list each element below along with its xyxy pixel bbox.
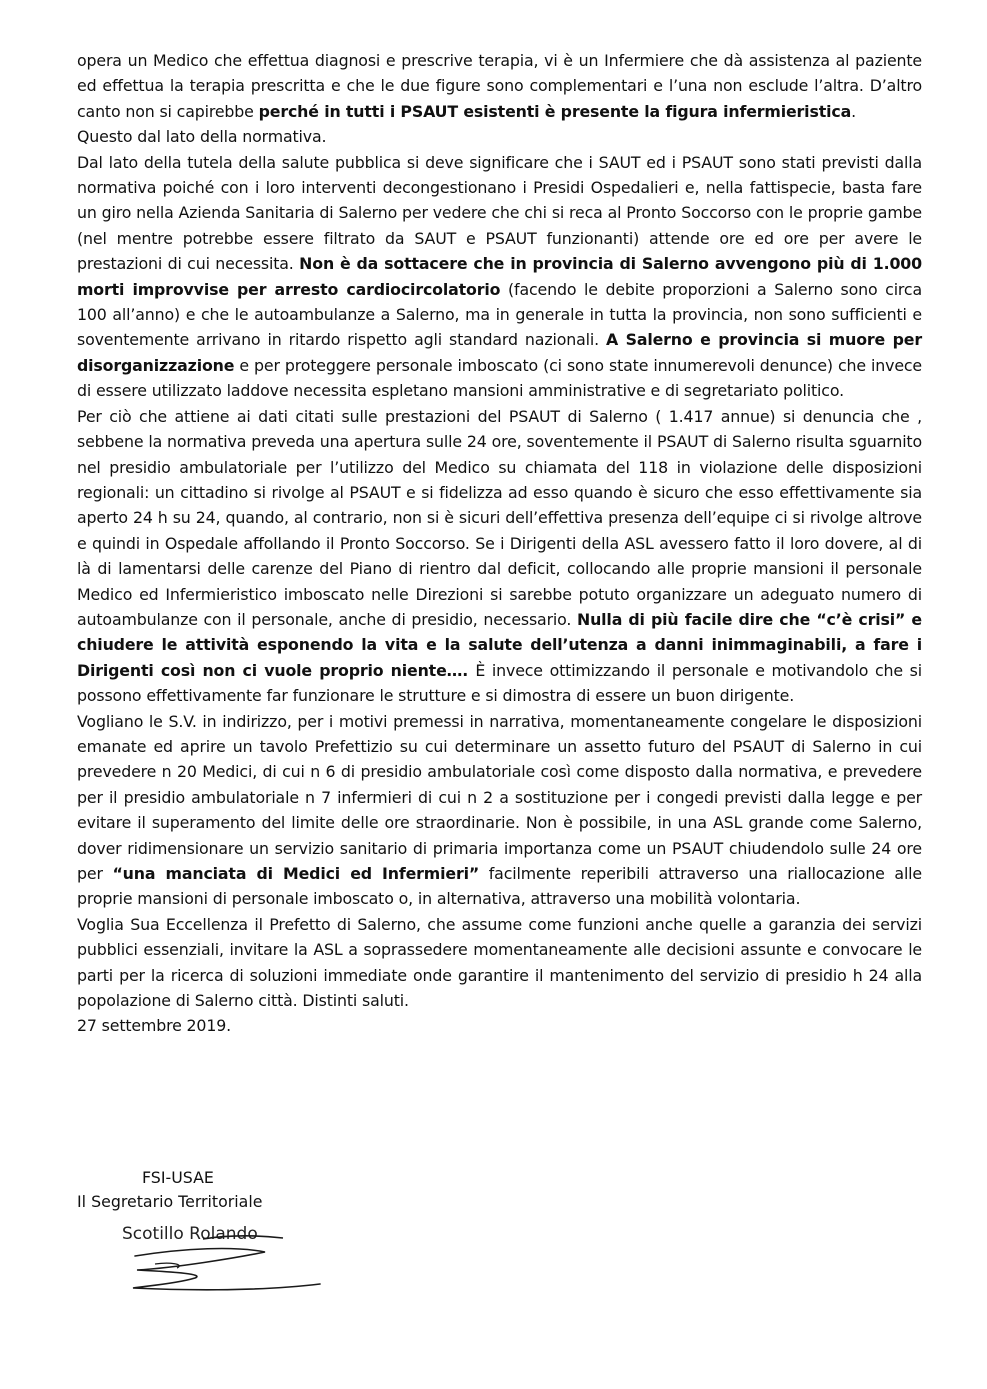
bold-text-run: perché in tutti i PSAUT esistenti è presente la figura infermieristica xyxy=(258,101,852,121)
paragraph xyxy=(77,48,922,124)
bold-text-run: A Salerno e provincia si muore per disorganizzazione xyxy=(77,330,922,375)
signature-title: Il Segretario Territoriale xyxy=(77,1192,263,1211)
text-run: Questo dal lato della normativa. xyxy=(77,127,327,147)
signer-name: Scotillo Rolando xyxy=(122,1224,258,1244)
paragraph xyxy=(77,404,922,709)
text-run: È invece ottimizzando il personale e motivandolo che si possono effettivamente far funzionare le strutture e si dimostra di essere un buon dirigente. xyxy=(77,660,922,706)
handwritten-signature xyxy=(115,1218,345,1308)
paragraph xyxy=(77,124,922,149)
signature-organization: FSI-USAE xyxy=(142,1168,214,1187)
text-run: e per proteggere personale imboscato (ci sono state innumerevoli denunce) che invece di essere utilizzato laddove necessita espletano mansioni amministrative e di segretariato politico. xyxy=(77,355,922,401)
paragraph xyxy=(77,912,922,1014)
bold-text-run: Non è da sottacere che in provincia di Salerno avvengono più di 1.000 morti improvvise per arresto cardiocircolatorio xyxy=(77,254,922,299)
text-run: facilmente reperibili attraverso una riallocazione alle proprie mansioni di personale imboscato o, in alternativa, attraverso una mobilità volontaria. xyxy=(77,864,922,909)
bold-text-run: Nulla di più facile dire che “c’è crisi” e chiudere le attività esponendo la vita e la salute dell’utenza a danni inimmaginabili, a fare i Dirigenti così non ci vuole proprio niente…. xyxy=(77,609,922,680)
text-run: 27 settembre 2019. xyxy=(77,1016,232,1036)
paragraph xyxy=(77,709,922,912)
text-run: Voglia Sua Eccellenza il Prefetto di Salerno, che assume come funzioni anche quelle a garanzia dei servizi pubblici essenziali, invitare la ASL a soprassedere momentaneamente alle decisioni assunte e convocare le parti per la ricerca di soluzioni immediate onde garantire il mantenimento del servizio di presidio h 24 alla popolazione di Salerno città. Distinti saluti. xyxy=(77,914,922,1011)
text-run: Vogliano le S.V. in indirizzo, per i motivi premessi in narrativa, momentaneamente congelare le disposizioni emanate ed aprire un tavolo Prefettizio su cui determinare un assetto futuro del PSAUT di Salerno in cui prevedere n 20 Medici, di cui n 6 di presidio ambulatoriale così come disposto dalla normativa, e prevedere per il presidio ambulatoriale n 7 infermieri di cui n 2 a sostituzione per i congedi previsti dalla legge e per evitare il superamento del limite delle ore straordinarie. Non è possibile, in una ASL grande come Salerno, dover ridimensionare un servizio sanitario di primaria importanza come un PSAUT chiudendolo sulle 24 ore per xyxy=(77,711,922,883)
text-run: Dal lato della tutela della salute pubblica si deve significare che i SAUT ed i PSAUT sono stati previsti dalla normativa poiché con i loro interventi decongestionano i Presidi Ospedalieri e, nella fattispecie, basta fare un giro nella Azienda Sanitaria di Salerno per vedere che chi si reca al Pronto Soccorso con le proprie gambe (nel mentre potrebbe essere filtrato da SAUT e PSAUT funzionanti) attende ore ed ore per avere le prestazioni di cui necessita. xyxy=(77,152,922,274)
paragraph xyxy=(77,150,922,404)
text-run: Per ciò che attiene ai dati citati sulle prestazioni del PSAUT di Salerno ( 1.417 annue) si denuncia che , sebbene la normativa preveda una apertura sulle 24 ore, soventemente il PSAUT di Salerno risulta sguarnito nel presidio ambulatoriale per l’utilizzo del Medico su chiamata del 118 in violazione delle disposizioni regionali: un cittadino si rivolge al PSAUT e si fidelizza ad esso quando è sicuro che esso effettivamente sia aperto 24 h su 24, quando, al contrario, non si è sicuri dell’effettiva presenza dell’equipe ci si rivolge altrove e quindi in Ospedale affollando il Pronto Soccorso. Se i Dirigenti della ASL avessero fatto il loro dovere, al di là di lamentarsi delle carenze del Piano di rientro dal deficit, collocando alle proprie mansioni il personale Medico ed Infermieristico imboscato nelle Direzioni si sarebbe potuto organizzare un adeguato numero di autoambulanze con il personale, anche di presidio, necessario. xyxy=(77,406,922,629)
text-run: opera un Medico che effettua diagnosi e prescrive terapia, vi è un Infermiere che dà assistenza al paziente ed effettua la terapia prescritta e che le due figure sono complementari e l’una non esclude l’altra. D’altro canto non si capirebbe xyxy=(77,51,922,121)
paragraph xyxy=(77,1013,922,1038)
text-run: (facendo le debite proporzioni a Salerno sono circa 100 all’anno) e che le autoambulanze a Salerno, ma in generale in tutta la provincia, non sono sufficienti e soventemente arrivano in ritardo rispetto agli standard nazionali. xyxy=(77,279,922,350)
bold-text-run: “una manciata di Medici ed Infermieri” xyxy=(112,864,480,883)
text-run: . xyxy=(851,101,856,121)
letter-body xyxy=(77,48,922,1039)
